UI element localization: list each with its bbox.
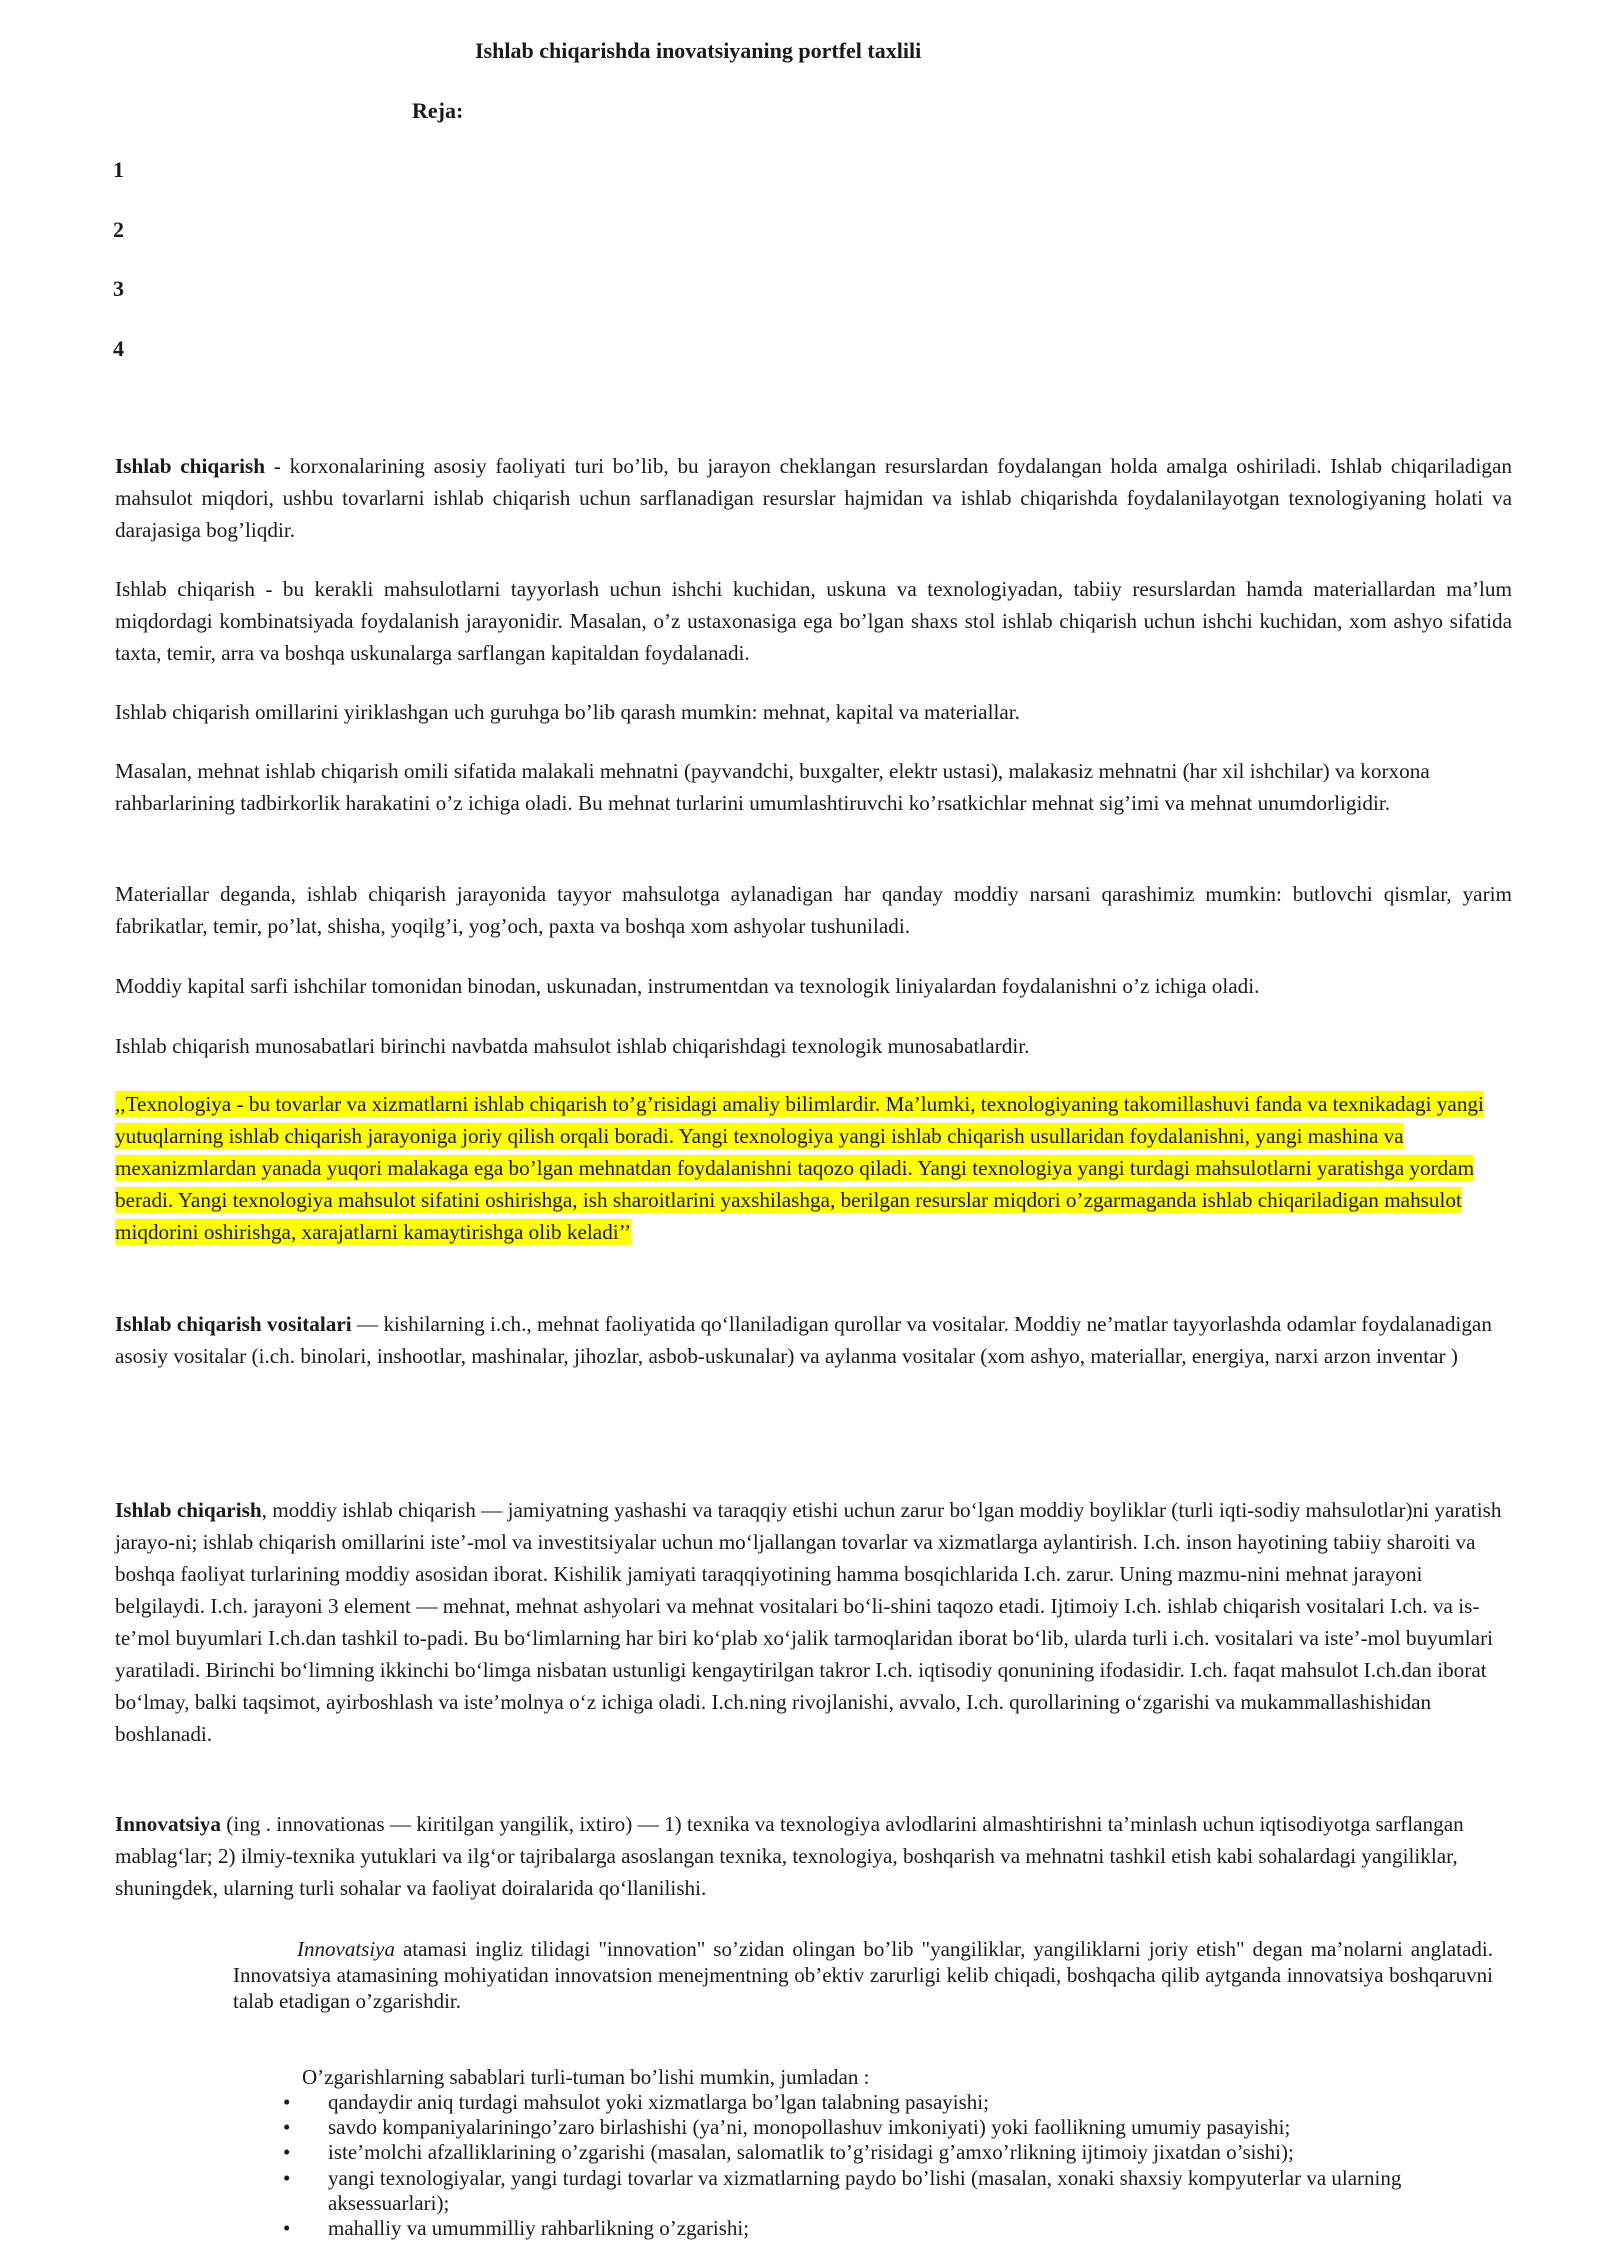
term-bold: Ishlab chiqarish xyxy=(115,1498,262,1522)
bullet-icon: • xyxy=(283,2216,291,2241)
change-reasons-list xyxy=(233,2090,1503,2241)
list-item-text: iste’molchi afzalliklarining o’zgarishi (masalan, salomatlik to’g’risidagi g’amxo’rlikning ijtimoiy jixatdan o’sishi); xyxy=(328,2140,1294,2165)
list-item xyxy=(233,2115,1503,2140)
bullet-icon: • xyxy=(283,2165,291,2190)
paragraph-text: — kishilarning i.ch., mehnat faoliyatida qo‘llaniladigan qurollar va vositalar. Moddiy ne’matlar tayyorlashda odamlar foydalanadigan asosiy vositalar (i.ch. binolari, inshootlar, mashinalar, jihozlar, asbob-uskunalar) va aylanma vositalar (xom ashyo, materiallar, energiya, narxi arzon inventar ) xyxy=(115,1312,1492,1368)
paragraph-innovation-term xyxy=(233,1936,1493,2014)
paragraph-capital: Moddiy kapital sarfi ishchilar tomonidan binodan, uskunadan, instrumentdan va texnologik liniyalardan foydalanishni o’z ichiga oladi. xyxy=(115,974,1260,998)
paragraph-text: , moddiy ishlab chiqarish — jamiyatning yashashi va taraqqiy etishi uchun zarur bo‘lgan moddiy boyliklar (turli iqti-sodiy mahsulotlar)ni yaratish jarayo-ni; ishlab chiqarish omillarini iste’-mol va investitsiyalar uchun mo‘ljallangan tovarlar va xizmatlarga aylantirish. I.ch. inson hayotining tabiiy sharoiti va boshqa faoliyat turlarining moddiy asosidan iborat. Kishilik jamiyati taraqqiyotining hamma bosqichlarida I.ch. zarur. Uning mazmu-nini mehnat jarayoni belgilaydi. I.ch. jarayoni 3 element — mehnat, mehnat ashyolari va mehnat vositalari bo‘li-shini taqozo etadi. Ijtimoiy I.ch. ishlab chiqarish vositalari I.ch. va is-te’mol buyumlari I.ch.dan tashkil to-padi. Bu bo‘limlarning har biri ko‘plab xo‘jalik tarmoqlaridan iborat bo‘lib, ularda turli i.ch. vositalari va iste’-mol buyumlari yaratiladi. Birinchi bo‘limning ikkinchi bo‘limga nisbatan ustunligi kengaytirilgan takror I.ch. iqtisodiy qonunining ifodasidir. I.ch. faqat mahsulot I.ch.dan iborat bo‘lmay, balki taqsimot, ayirboshlash va iste’molnya o‘z ichiga oladi. I.ch.ning rivojlanishi, avvalo, I.ch. qurollarining o‘zgarishi va mukammallashishidan boshlanadi. xyxy=(115,1498,1502,1746)
list-item-text: mahalliy va umummilliy rahbarlikning o’zgarishi; xyxy=(328,2216,750,2241)
term-bold: Ishlab chiqarish xyxy=(115,454,266,478)
plan-list xyxy=(113,155,124,393)
list-item xyxy=(233,2140,1503,2165)
term-bold: Innovatsiya xyxy=(115,1812,221,1836)
paragraph-production-definition xyxy=(115,450,1512,546)
paragraph-means-of-production xyxy=(115,1308,1512,1372)
list-item-text: savdo kompaniyalariningo’zaro birlashishi (ya’ni, monopollashuv imkoniyati) yoki faollikning umumiy pasayishi; xyxy=(328,2115,1291,2140)
bullet-icon: • xyxy=(283,2090,291,2114)
plan-item: 4 xyxy=(113,335,124,361)
term-italic: Innovatsiya xyxy=(297,1937,395,1961)
highlighted-text: ,,Texnologiya - bu tovarlar va xizmatlarni ishlab chiqarish to’g’risidagi amaliy bilimlardir. Ma’lumki, texnologiyaning takomillashuvi fanda va texnikadagi yangi yutuqlarning ishlab chiqarish jarayoniga joriy qilish orqali boradi. Yangi texnologiya yangi ishlab chiqarish usullaridan foydalanishni, yangi mashina va mexanizmlardan yanada yuqori malakaga ega bo’lgan mehnatdan foydalanishni taqozo qiladi. Yangi texnologiya yangi turdagi mahsulotlarni yaratishga yordam beradi. Yangi texnologiya mahsulot sifatini oshirishga, ish sharoitlarini yaxshilashga, berilgan resurslar miqdori o’zgarmaganda ishlab chiqariladigan mahsulot miqdorini oshirishga, xarajatlarni kamaytirishga olib keladi’’ xyxy=(115,1092,1484,1244)
paragraph-change-reasons-intro: O’zgarishlarning sabablari turli-tuman bo’lishi mumkin, jumladan : xyxy=(302,2065,870,2089)
plan-item: 2 xyxy=(113,216,124,242)
paragraph-labor: Masalan, mehnat ishlab chiqarish omili sifatida malakali mehnatni (payvandchi, buxgalter, elektr ustasi), malakasiz mehnatni (har xil ishchilar) va korxona rahbarlarining tadbirkorlik harakatini o’z ichiga oladi. Bu mehnat turlarini umumlashtiruvchi ko’rsatkichlar mehnat sig’imi va mehnat unumdorligidir. xyxy=(115,759,1430,815)
paragraph-text: atamasi ingliz tilidagi "innovation" so’zidan olingan bo’lib "yangiliklar, yangiliklarni joriy etish" degan ma’nolarni anglatadi. Innovatsiya atamasining mohiyatidan innovatsion menejmentning ob’ektiv zarurligi kelib chiqadi, boshqacha qilib aytganda innovatsiya boshqaruvni talab etadigan o’zgarishdir. xyxy=(233,1937,1493,2013)
list-item-text: qandaydir aniq turdagi mahsulot yoki xizmatlarga bo’lgan talabning pasayishi; xyxy=(328,2090,989,2114)
paragraph-production-material xyxy=(115,1494,1512,1750)
list-item xyxy=(233,2090,1503,2115)
paragraph-text: (ing . innovationas — kiritilgan yangilik, ixtiro) — 1) texnika va texnologiya avlodlarini almashtirishni ta’minlash uchun iqtisodiyotga sarflangan mablag‘lar; 2) ilmiy-texnika yutuklari va ilg‘or tajribalarga asoslangan texnika, texnologiya, boshqarish va mehnatni tashkil etish kabi sohalardagi yangiliklar, shuningdek, ularning turli sohalar va faoliyat doiralarida qo‘llanilishi. xyxy=(115,1812,1464,1900)
paragraph-text: - korxonalarining asosiy faoliyati turi bo’lib, bu jarayon cheklangan resurslardan foydalangan holda amalga oshiriladi. Ishlab chiqariladigan mahsulot miqdori, ushbu tovarlarni ishlab chiqarish uchun sarflanadigan resurslar hajmidan va ishlab chiqarishda foydalanilayotgan texnologiyaning holati va darajasiga bog’liqdir. xyxy=(115,454,1513,542)
plan-heading: Reja: xyxy=(412,98,464,123)
paragraph-technology-quote xyxy=(115,1088,1512,1248)
list-item xyxy=(233,2216,1503,2241)
list-item xyxy=(233,2166,1503,2216)
term-bold: Ishlab chiqarish vositalari xyxy=(115,1312,352,1336)
bullet-icon: • xyxy=(283,2115,291,2140)
plan-item: 1 xyxy=(113,157,124,182)
list-item-text: yangi texnologiyalar, yangi turdagi tovarlar va xizmatlarning paydo bo’lishi (masalan, xonaki shaxsiy kompyuterlar va ularning aksessuarlari); xyxy=(328,2165,1402,2215)
paragraph-production-process: Ishlab chiqarish - bu kerakli mahsulotlarni tayyorlash uchun ishchi kuchidan, uskuna va texnologiyadan, tabiiy resurslardan hamda materiallardan ma’lum miqdordagi kombinatsiyada foydalanish jarayonidir. Masalan, o’z ustaxonasiga ega bo’lgan shaxs stol ishlab chiqarish uchun ishchi kuchidan, xom ashyo sifatida taxta, temir, arra va boshqa uskunalarga sarflangan kapitaldan foydalanadi. xyxy=(115,577,1512,665)
paragraph-innovation-definition xyxy=(115,1808,1512,1904)
paragraph-production-factors: Ishlab chiqarish omillarini yiriklashgan uch guruhga bo’lib qarash mumkin: mehnat, kapital va materiallar. xyxy=(115,700,1020,724)
document-title: Ishlab chiqarishda inovatsiyaning portfel taxlili xyxy=(475,38,922,63)
bullet-icon: • xyxy=(283,2140,291,2165)
plan-item: 3 xyxy=(113,276,124,301)
paragraph-relations: Ishlab chiqarish munosabatlari birinchi navbatda mahsulot ishlab chiqarishdagi texnologik munosabatlardir. xyxy=(115,1034,1030,1058)
paragraph-materials: Materiallar deganda, ishlab chiqarish jarayonida tayyor mahsulotga aylanadigan har qanday moddiy narsani qarashimiz mumkin: butlovchi qismlar, yarim fabrikatlar, temir, po’lat, shisha, yoqilg’i, yog’och, paxta va boshqa xom ashyolar tushuniladi. xyxy=(115,882,1512,938)
